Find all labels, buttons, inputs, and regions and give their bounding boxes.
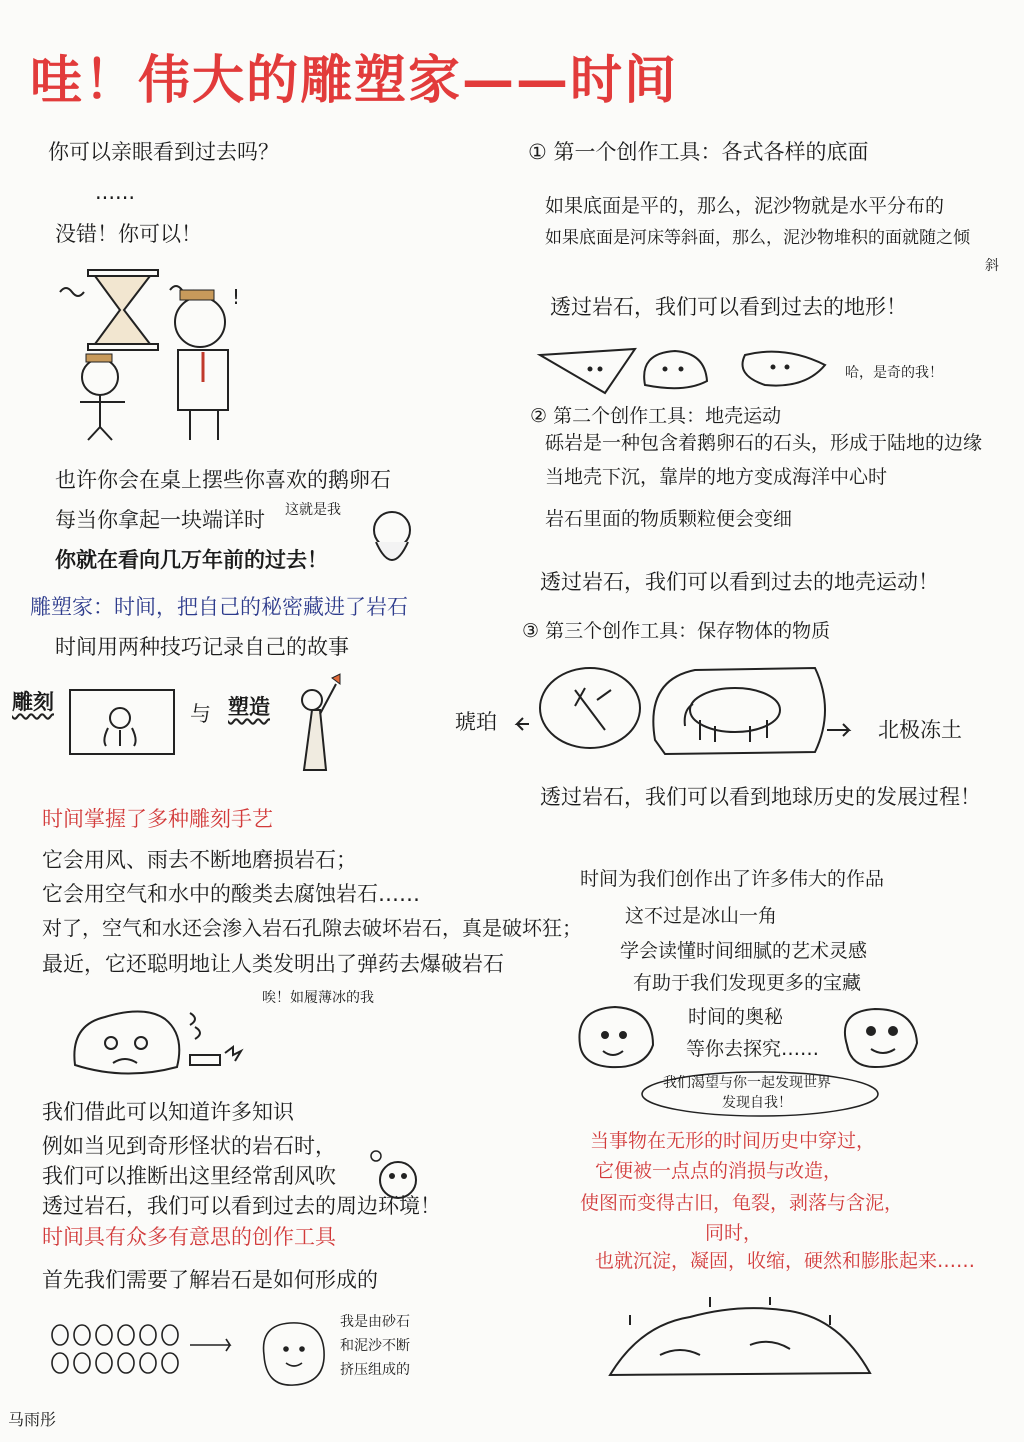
tool1-see: 透过岩石，我们可以看到过去的地形！ xyxy=(550,295,907,319)
tool1-line3: 斜 xyxy=(985,258,999,274)
para3-line2: 它会用空气和水中的酸类去腐蚀岩石…… xyxy=(42,882,420,906)
rock-note-line2: 和泥沙不断 xyxy=(340,1338,410,1354)
para6-line3: 学会读懂时间细腻的艺术灵感 xyxy=(620,940,868,962)
svg-text:!: ! xyxy=(232,285,241,309)
carve-label: 雕刻 xyxy=(12,690,54,714)
happy-rocks-illustration xyxy=(575,1005,925,1075)
red-end-line2: 它便被一点点的消损与改造， xyxy=(595,1160,843,1182)
tool2-line1: 砾岩是一种包含着鹅卵石的石头，形成于陆地的边缘 xyxy=(545,432,983,454)
para5: 首先我们需要了解岩石是如何形成的 xyxy=(42,1268,378,1292)
para3-line4: 最近，它还聪明地让人类发明出了弹药去爆破岩石 xyxy=(42,952,504,976)
para6-line6: 等你去探究…… xyxy=(686,1038,820,1060)
tool2-see: 透过岩石，我们可以看到过去的地壳运动！ xyxy=(540,570,939,594)
lightbulb-face-icon xyxy=(368,1148,438,1208)
para1-line1: 也许你会在桌上摆些你喜欢的鹅卵石 xyxy=(55,468,391,492)
red-end-line5: 也就沉淀，凝固，收缩，硬然和膨胀起来…… xyxy=(595,1250,976,1272)
crying-rock-illustration xyxy=(65,1005,265,1085)
rock-shapes-illustration xyxy=(535,345,835,400)
tool2-line2: 当地壳下沉，靠岸的地方变成海洋中心时 xyxy=(545,466,888,488)
arctic-label: 北极冻土 xyxy=(878,718,962,742)
and-label: 与 xyxy=(190,702,211,726)
para1-line3: 你就在看向几万年前的过去！ xyxy=(55,548,328,572)
tool1-line2: 如果底面是河床等斜面，那么，泥沙物堆积的面就随之倾 xyxy=(545,228,970,248)
bubble-line2: 发现自我！ xyxy=(722,1095,792,1111)
tool2-heading: ② 第二个创作工具：地壳运动 xyxy=(530,405,782,427)
author-signature: 马雨彤 xyxy=(8,1410,57,1429)
para3-line3: 对了，空气和水还会渗入岩石孔隙去破坏岩石，真是破坏狂； xyxy=(42,916,582,940)
fossil-illustration xyxy=(515,660,855,760)
mountain-illustration xyxy=(600,1295,880,1390)
para6-line4: 有助于我们发现更多的宝藏 xyxy=(633,972,862,994)
para3-line1: 它会用风、雨去不断地磨损岩石； xyxy=(42,848,357,872)
answer-yes: 没错！你可以！ xyxy=(55,222,202,246)
page-title: 哇！伟大的雕塑家——时间 xyxy=(30,51,679,111)
para6-line1: 时间为我们创作出了许多伟大的作品 xyxy=(580,868,885,890)
red-end-line4: 同时， xyxy=(705,1222,763,1244)
hourglass-men-illustration xyxy=(40,262,290,442)
tool1-line1: 如果底面是平的，那么，泥沙物就是水平分布的 xyxy=(545,195,945,217)
para4-line2: 例如当见到奇形怪状的岩石时， xyxy=(42,1134,336,1158)
para4-line3: 我们可以推断出这里经常刮风吹 xyxy=(42,1164,336,1188)
red-end-line3: 使图而变得古旧，龟裂，剥落与含泥， xyxy=(580,1192,904,1214)
rock-note-line1: 我是由砂石 xyxy=(340,1314,410,1330)
para4-line1: 我们借此可以知道许多知识 xyxy=(42,1100,294,1124)
dots: ...... xyxy=(95,180,136,204)
para2-line2: 时间用两种技巧记录自己的故事 xyxy=(55,635,349,659)
tool3-see: 透过岩石，我们可以看到地球历史的发展过程！ xyxy=(540,785,981,809)
subtitle-carving-skills: 时间掌握了多种雕刻手艺 xyxy=(42,807,273,831)
tool1-heading: ① 第一个创作工具：各式各样的底面 xyxy=(528,140,869,164)
statue-icon xyxy=(282,670,352,780)
bubble-past: 这就是我 xyxy=(285,502,341,518)
red-end-line1: 当事物在无形的时间历史中穿过， xyxy=(590,1130,876,1152)
old-man-icon xyxy=(362,508,422,578)
para2-line1: 雕塑家：时间，把自己的秘密藏进了岩石 xyxy=(30,595,408,619)
rock-formation-illustration xyxy=(40,1305,340,1400)
mold-label: 塑造 xyxy=(228,695,270,719)
para6-line5: 时间的奥秘 xyxy=(688,1006,784,1028)
question-see-past: 你可以亲眼看到过去吗？ xyxy=(48,140,279,164)
bubble-line1: 我们渴望与你一起发现世界 xyxy=(663,1075,831,1091)
para4-line4: 透过岩石，我们可以看到过去的周边环境！ xyxy=(42,1194,441,1218)
para1-line2: 每当你拿起一块端详时 xyxy=(55,508,265,532)
para6-line2: 这不过是冰山一角 xyxy=(625,905,778,927)
subtitle-creative-tools: 时间具有众多有意思的创作工具 xyxy=(42,1225,336,1249)
amber-label: 琥珀 xyxy=(455,710,497,734)
carving-panel xyxy=(68,688,178,758)
tool2-line3: 岩石里面的物质颗粒便会变细 xyxy=(545,508,793,530)
tool3-heading: ③ 第三个创作工具：保存物体的物质 xyxy=(522,620,831,642)
rock-note-line3: 挤压组成的 xyxy=(340,1362,410,1378)
hi-note: 哈，是奇的我！ xyxy=(845,365,943,381)
cry-note: 唉！如履薄冰的我 xyxy=(262,990,374,1006)
